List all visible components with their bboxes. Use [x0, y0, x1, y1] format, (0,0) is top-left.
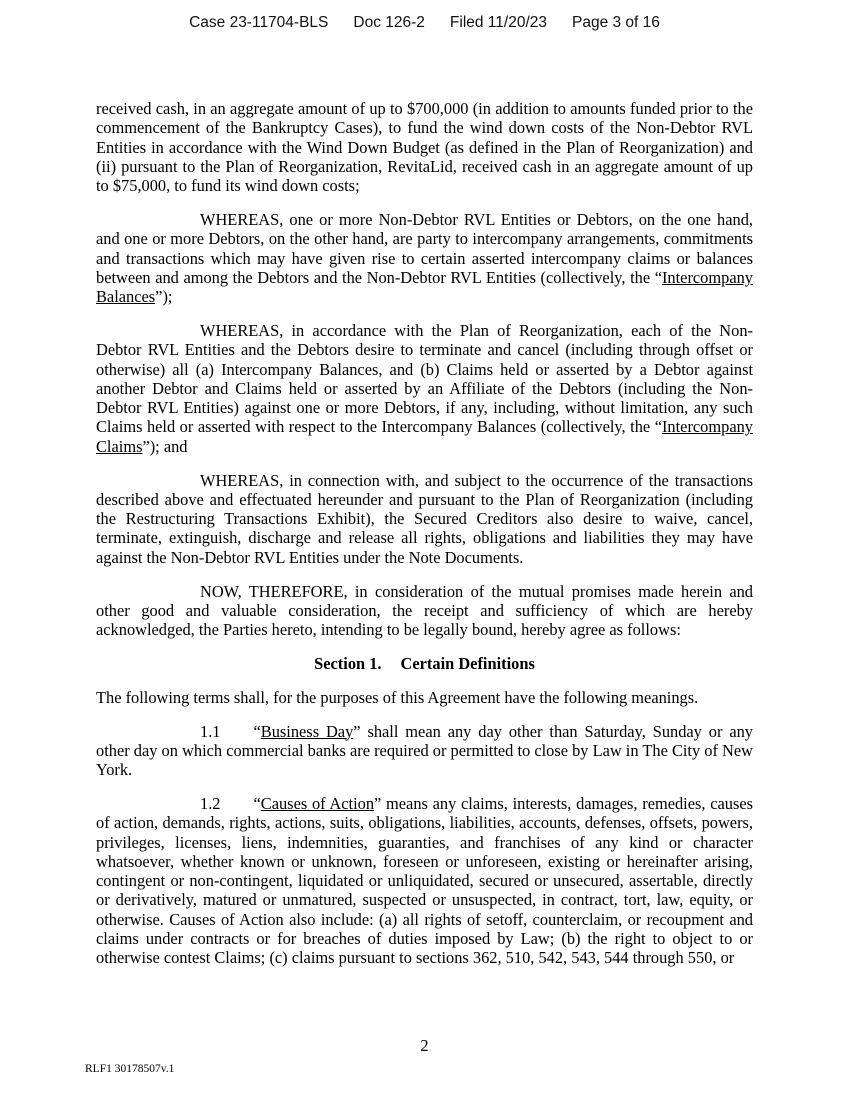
paragraph-whereas-intercompany-balances — [96, 210, 753, 306]
doc-number: Doc 126-2 — [353, 14, 425, 31]
paragraph-text: WHEREAS, one or more Non-Debtor RVL Entities or Debtors, on the one hand, and one or more Debtors, on the other hand, are party to intercompany arrangements, commitments and transactions which may have given rise to certain asserted intercompany claims or balances between and among the Debtors and the Non-Debtor RVL Entities (collectively, the “ — [96, 209, 753, 287]
open-quote: “ — [253, 793, 261, 813]
defined-term-causes-of-action: Causes of Action — [260, 793, 375, 813]
definition-text: ” shall mean any day other than Saturday, Sunday or any other day on which commercial banks are required or permitted to close by Law in The City of New York. — [96, 721, 753, 780]
definition-text: ” means any claims, interests, damages, remedies, causes of action, demands, rights, actions, suits, obligations, liabilities, accounts, defenses, offsets, powers, privileges, licenses, liens, indemnities, guaranties, and franchises of any kind or character whatsoever, whether known or unknown, foreseen or unforeseen, existing or hereinafter arising, contingent or non-contingent, liquidated or unliquidated, secured or unsecured, assertable, directly or derivatively, matured or unmatured, suspected or unsuspected, in contract, tort, law, equity, or otherwise. Causes of Action also include: (a) all rights of setoff, counterclaim, or recoupment and claims under contracts or for breaches of duties imposed by Law; (b) the right to object to or otherwise contest Claims; (c) claims pursuant to sections 362, 510, 542, 543, 544 through 550, or — [96, 793, 753, 968]
defined-term-intercompany-claims: Intercompany Claims — [96, 417, 753, 456]
paragraph-text: ”); — [155, 287, 173, 307]
defined-term-intercompany-balances: Intercompany Balances — [96, 267, 753, 307]
section-number: Section 1. — [314, 653, 382, 673]
paragraph-definitions-intro: The following terms shall, for the purposes of this Agreement have the following meanings. — [96, 687, 699, 707]
paragraph-whereas-intercompany-claims — [96, 321, 753, 456]
court-filing-header — [0, 14, 849, 32]
definition-1-1-business-day — [96, 722, 753, 780]
case-number: Case 23-11704-BLS — [189, 14, 329, 31]
paragraph-text: WHEREAS, in accordance with the Plan of Reorganization, each of the Non-Debtor RVL Entities and the Debtors desire to terminate and cancel (including through offset or otherwise) all (a) Intercompany Balances, and (b) Claims held or asserted by a Debtor against another Debtor and Claims held or asserted by an Affiliate of the Debtors (including the Non-Debtor RVL Entities) against one or more Debtors, if any, including, without limitation, any such Claims held or asserted with respect to the Intercompany Balances (collectively, the “ — [96, 320, 753, 437]
paragraph-wind-down-funding: received cash, in an aggregate amount of up to $700,000 (in addition to amounts funded prior to the commencement of the Bankruptcy Cases), to fund the wind down costs of the Non-Debtor RVL Entities in accordance with the Wind Down Budget (as defined in the Plan of Reorganization) and (ii) pursuant to the Plan of Reorganization, RevitaLid, received cash in an aggregate amount of up to $75,000, to fund its wind down costs; — [96, 99, 753, 196]
page-number: 2 — [420, 1036, 429, 1055]
paragraph-whereas-secured-creditors: WHEREAS, in connection with, and subject to the occurrence of the transactions described above and effectuated hereunder and pursuant to the Plan of Reorganization (including the Restructuring Transactions Exhibit), the Secured Creditors also desire to waive, cancel, terminate, extinguish, discharge and release all rights, obligations and liabilities they may have against the Non-Debtor RVL Entities under the Note Documents. — [96, 470, 753, 567]
defined-term-business-day: Business Day — [260, 721, 354, 741]
open-quote: “ — [253, 721, 261, 741]
section-title: Certain Definitions — [400, 653, 535, 673]
paragraph-text: ”); and — [142, 436, 188, 456]
definition-number: 1.1 — [200, 721, 221, 741]
section-1-heading — [96, 654, 753, 673]
page-count: Page 3 of 16 — [572, 14, 660, 31]
paragraph-now-therefore: NOW, THEREFORE, in consideration of the mutual promises made herein and other good and valuable consideration, the receipt and sufficiency of which are hereby acknowledged, the Parties hereto, intending to be legally bound, hereby agree as follows: — [96, 581, 753, 640]
document-body — [96, 99, 753, 982]
filed-date: Filed 11/20/23 — [449, 14, 547, 31]
definition-1-2-causes-of-action — [96, 794, 753, 968]
definition-number: 1.2 — [200, 793, 221, 813]
document-stamp: RLF1 30178507v.1 — [85, 1063, 175, 1075]
